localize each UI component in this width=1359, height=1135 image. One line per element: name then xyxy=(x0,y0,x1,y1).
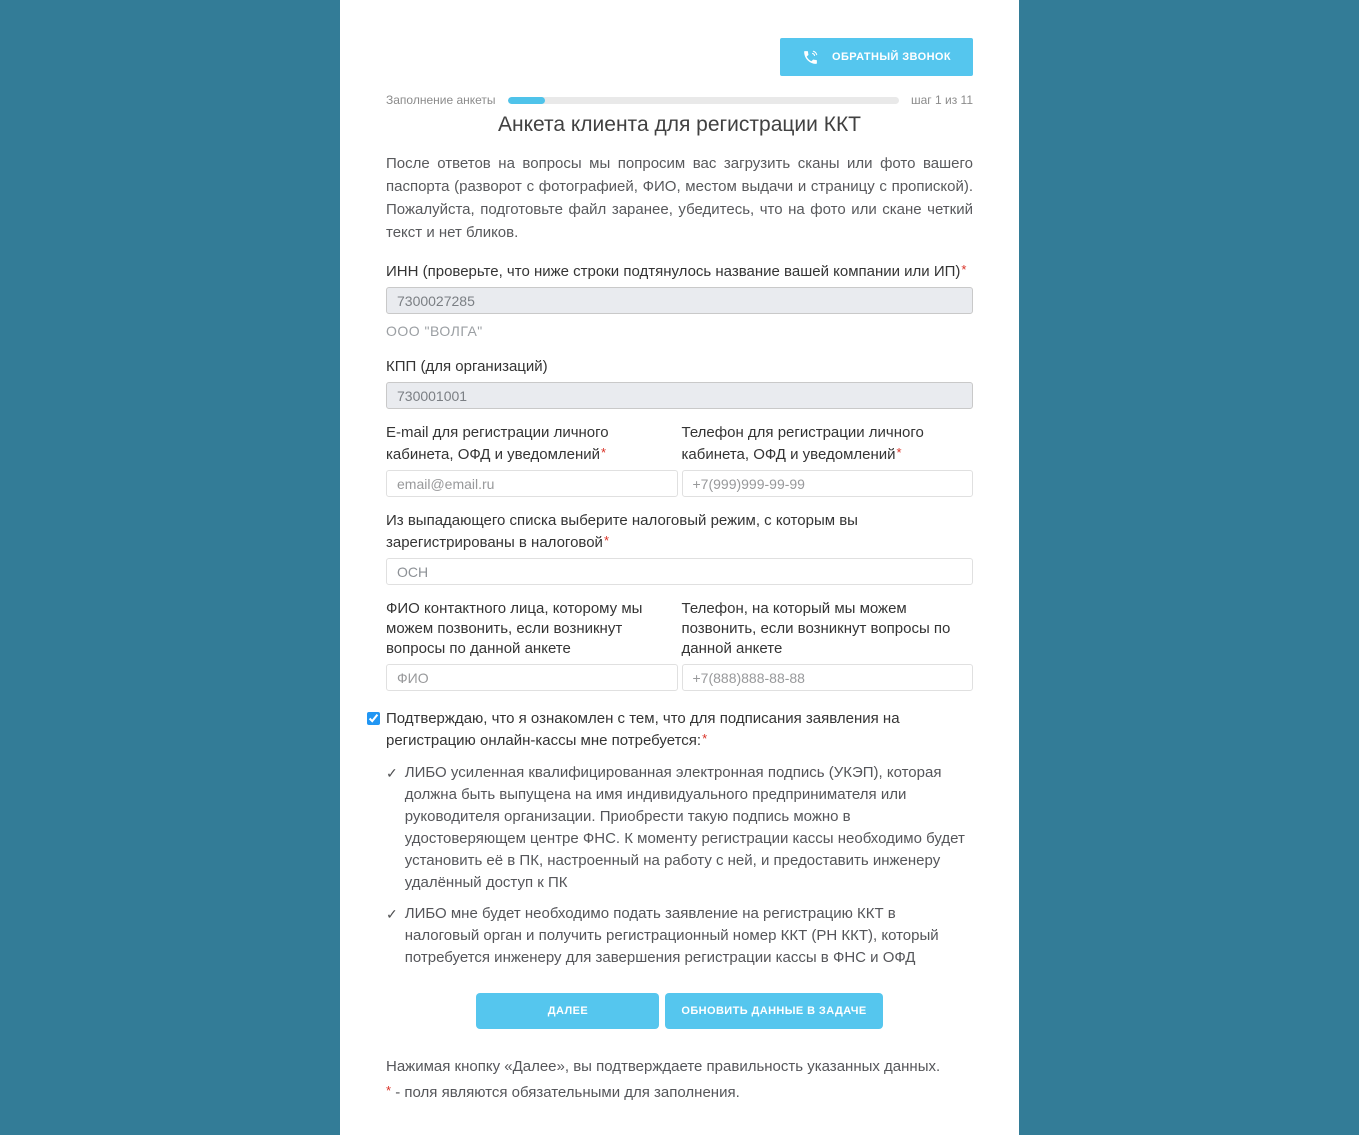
footer-confirmation-note: Нажимая кнопку «Далее», вы подтверждаете правильность указанных данных. xyxy=(386,1058,941,1075)
contact-fio-input[interactable] xyxy=(386,664,678,691)
footer xyxy=(386,1055,973,1105)
progress-fill xyxy=(508,97,545,104)
update-task-button[interactable]: ОБНОВИТЬ ДАННЫЕ В ЗАДАЧЕ xyxy=(665,993,882,1029)
phone-lk-label-text: Телефон для регистрации личного кабинета, ОФД и уведомлений xyxy=(681,424,924,463)
inn-label-text: ИНН (проверьте, что ниже строки подтянулось название вашей компании или ИП) xyxy=(386,263,961,280)
inn-field-group xyxy=(386,260,973,339)
actions-row xyxy=(386,993,973,1029)
required-marker: * xyxy=(702,731,708,746)
email-field-group xyxy=(386,423,678,497)
phone-lk-input[interactable] xyxy=(682,470,974,497)
check-mark-icon: ✓ xyxy=(386,765,398,781)
bullet-text: ЛИБО усиленная квалифицированная электронная подпись (УКЭП), которая должна быть выпущена на имя индивидуального предпринимателя или руководителя организации. Приобрести такую подпись можно в удостоверяющем центре ФНС. К моменту регистрации кассы необходимо будет установить её в ПК, настроенный на работу с ней, и предоставить инженеру удалённый доступ к ПК xyxy=(404,764,965,891)
callback-button-label: ОБРАТНЫЙ ЗВОНОК xyxy=(832,51,951,63)
list-item xyxy=(386,903,973,969)
kpp-label: КПП (для организаций) xyxy=(386,358,548,375)
phone-lk-label xyxy=(682,423,974,465)
required-marker: * xyxy=(896,445,902,460)
inn-input[interactable] xyxy=(386,287,973,314)
page-title: Анкета клиента для регистрации ККТ xyxy=(497,113,862,136)
confirmation-bullet-list xyxy=(386,762,973,969)
footer-required-note xyxy=(386,1079,973,1105)
contact-phone-input[interactable] xyxy=(682,664,974,691)
required-marker: * xyxy=(603,533,609,548)
inn-label xyxy=(386,260,973,282)
bullet-text: ЛИБО мне будет необходимо подать заявление на регистрацию ККТ в налоговый орган и получить регистрационный номер ККТ (РН ККТ), который потребуется инженеру для завершения регистрации кассы в ФНС и ОФД xyxy=(404,905,939,966)
tax-regime-label xyxy=(386,511,973,553)
form-content xyxy=(340,0,1019,1135)
required-marker: * xyxy=(961,262,967,277)
callback-button[interactable] xyxy=(780,38,973,76)
confirmation-label-text: Подтверждаю, что я ознакомлен с тем, что для подписания заявления на регистрацию онлайн-кассы мне потребуется: xyxy=(386,710,900,749)
email-input[interactable] xyxy=(386,470,678,497)
tax-regime-label-text: Из выпадающего списка выберите налоговый режим, с которым вы зарегистрированы в налоговой xyxy=(386,512,858,551)
progress-step: шаг 1 из 11 xyxy=(910,93,973,107)
confirmation-row xyxy=(367,709,973,751)
check-mark-icon: ✓ xyxy=(386,906,398,922)
header xyxy=(386,38,973,76)
phone-icon xyxy=(802,49,819,66)
next-button[interactable]: ДАЛЕЕ xyxy=(476,993,659,1029)
contact-row xyxy=(386,599,973,691)
contact-fio-field-group xyxy=(386,599,678,691)
contact-fio-label: ФИО контактного лица, которому мы можем позвонить, если возникнут вопросы по данной анкете xyxy=(386,600,643,657)
footer-required-note-text: - поля являются обязательными для заполнения. xyxy=(395,1084,740,1101)
email-label-text: E-mail для регистрации личного кабинета, ОФД и уведомлений xyxy=(386,424,609,463)
intro-text: После ответов на вопросы мы попросим вас загрузить сканы или фото вашего паспорта (разворот с фотографией, ФИО, местом выдачи и страницу с пропиской). Пожалуйста, подготовьте файл заранее, убедитесь, что на фото или скане четкий текст и нет бликов. xyxy=(386,155,973,241)
kpp-input[interactable] xyxy=(386,382,973,409)
contact-phone-label: Телефон, на который мы можем позвонить, если возникнут вопросы по данной анкете xyxy=(681,600,951,657)
confirmation-checkbox[interactable] xyxy=(367,712,380,725)
phone-lk-field-group xyxy=(682,423,974,497)
required-marker: * xyxy=(386,1083,392,1098)
tax-regime-field-group xyxy=(386,511,973,585)
progress-track xyxy=(508,97,899,104)
required-marker: * xyxy=(601,445,607,460)
form-page xyxy=(340,0,1019,1135)
email-phone-row xyxy=(386,423,973,497)
progress-label: Заполнение анкеты xyxy=(386,93,496,107)
kpp-field-group xyxy=(386,357,973,409)
company-name: ООО "ВОЛГА" xyxy=(386,323,483,339)
confirmation-label xyxy=(386,709,973,751)
email-label xyxy=(386,423,678,465)
tax-regime-select[interactable] xyxy=(386,558,973,585)
contact-phone-field-group xyxy=(682,599,974,691)
progress-bar-row xyxy=(386,93,973,107)
list-item xyxy=(386,762,973,894)
